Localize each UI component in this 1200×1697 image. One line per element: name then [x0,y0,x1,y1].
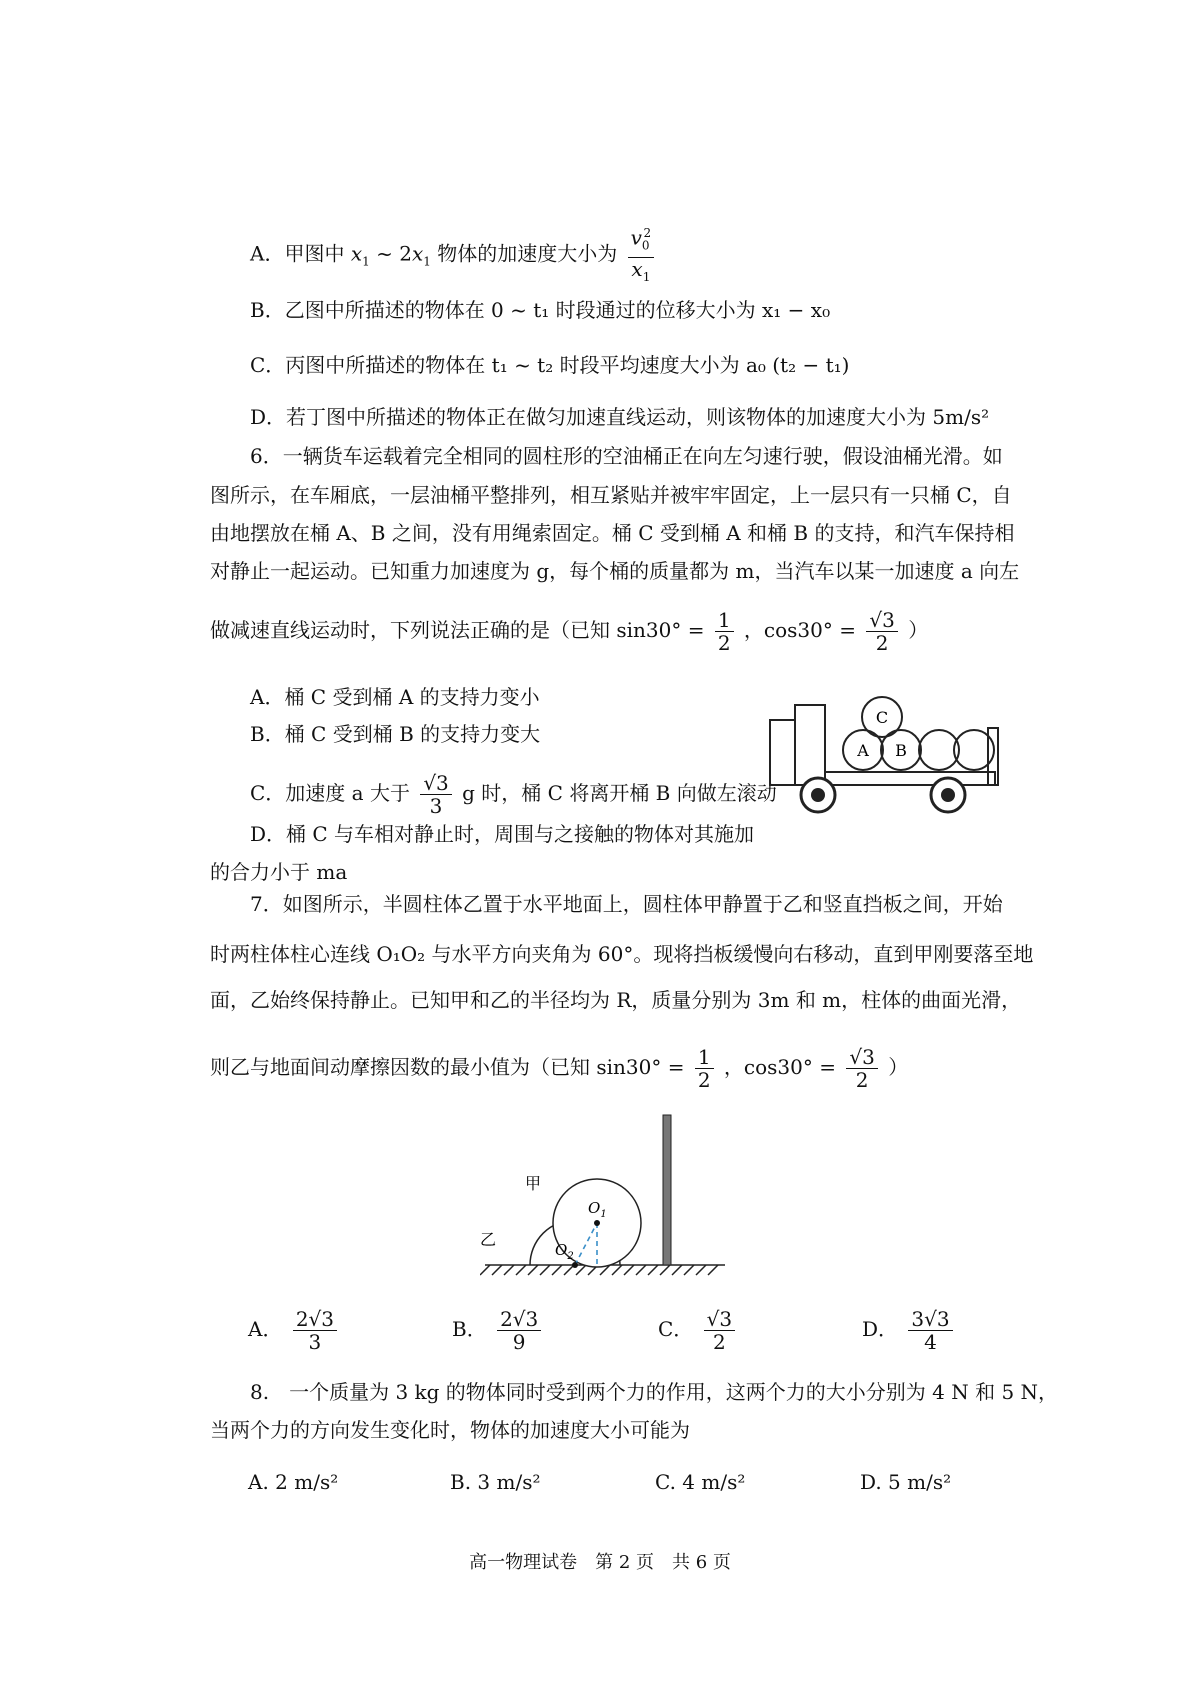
q6-frac-half [715,609,734,654]
q5-a-den-sub: 1 [642,269,651,284]
center-o1 [594,1220,600,1226]
q7-line4-prefix: 则乙与地面间动摩擦因数的最小值为（已知 sin30° = [210,1055,685,1079]
label-c: C [875,708,889,727]
q6-option-c [250,772,777,817]
q7-opt-b-den: 9 [512,1330,526,1354]
q7-opt-a-label: A． [248,1317,283,1341]
truck-figure [760,690,1010,820]
q7-frac-half-num: 1 [695,1046,714,1069]
q5-a-suffix: 物体的加速度大小为 [430,241,618,266]
q6-optc-num: √3 [420,772,451,795]
q7-opt-a-num: 2√3 [293,1308,337,1331]
cylinder-figure [480,1105,740,1285]
q7-opt-b-num: 2√3 [497,1308,541,1331]
baffle [663,1115,671,1265]
label-a: A [857,741,869,760]
q6-option-b: B．桶 C 受到桶 B 的支持力变大 [250,722,541,746]
truck-cab-body [795,705,825,785]
q7-option-d [862,1308,957,1353]
q6-optc-prefix: C．加速度 a 大于 [250,781,410,805]
q7-option-a [248,1308,341,1353]
q7-line-2: 时两柱体柱心连线 O₁O₂ 与水平方向夹角为 60°。现将挡板缓慢向右移动，直到甲刚要落至地 [210,942,1034,966]
q6-optc-den: 3 [429,794,443,818]
q5-a-x1: x [350,241,363,266]
q7-frac-half-den: 2 [697,1068,711,1092]
q5-a-sub2: 1 [423,254,431,269]
label-o1: $O_1$ [588,1199,607,1220]
q7-opt-c-num: √3 [704,1308,735,1331]
q5-a-den: x [631,256,643,281]
q5-option-b: B．乙图中所描述的物体在 0 ~ t₁ 时段通过的位移大小为 x₁ − x₀ [250,298,831,322]
q6-line-5 [210,609,928,654]
q5-a-fraction [628,222,655,288]
q6-option-a: A．桶 C 受到桶 A 的支持力变小 [250,685,540,709]
q7-line-3: 面，乙始终保持静止。已知甲和乙的半径均为 R，质量分别为 3m 和 m，柱体的曲面光滑， [210,988,1022,1012]
page-footer: 高一物理试卷 第 2 页 共 6 页 [469,1552,731,1573]
q6-option-d-line1: D．桶 C 与车相对静止时，周围与之接触的物体对其施加 [250,822,755,846]
q8-line-2: 当两个力的方向发生变化时，物体的加速度大小可能为 [210,1418,690,1442]
q6-frac-half-num: 1 [715,609,734,632]
q8-option-d: D. 5 m/s² [860,1470,952,1494]
q7-opt-b-label: B． [452,1317,487,1341]
q7-frac-root-num: √3 [846,1046,877,1069]
q5-a-sub1: 1 [362,254,370,269]
q7-opt-d-num: 3√3 [908,1308,952,1331]
q7-opt-b-frac [497,1308,541,1353]
q6-frac-root [866,609,897,654]
q7-opt-c-den: 2 [713,1330,726,1354]
q7-opt-a-frac [293,1308,337,1353]
q8-option-c: C. 4 m/s² [655,1470,746,1494]
q6-option-d-line2: 的合力小于 ma [210,860,348,884]
q8-option-b: B. 3 m/s² [450,1470,541,1494]
q7-option-c [658,1308,739,1353]
q6-line-1: 6．一辆货车运载着完全相同的圆柱形的空油桶正在向左匀速行驶，假设油桶光滑。如 [250,444,1003,468]
label-o2: $O_2$ [555,1241,574,1262]
q5-a-x1b: x [411,241,424,266]
q5-a-num-sup: 2 [643,226,652,240]
q6-frac-root-den: 2 [875,631,889,655]
label-b: B [895,741,907,760]
q6-frac-half-den: 2 [717,631,731,655]
q8-option-a: A. 2 m/s² [248,1470,339,1494]
q7-line4-mid: ，cos30° = [723,1055,836,1079]
q7-line4-end: ） [888,1055,909,1079]
q6-frac-root-num: √3 [866,609,897,632]
q7-opt-d-label: D． [862,1317,899,1341]
q5-option-d: D．若丁图中所描述的物体正在做匀加速直线运动，则该物体的加速度大小为 5m/s² [250,405,990,429]
q7-opt-c-frac [704,1308,735,1353]
q6-line5-mid: ，cos30° = [743,618,856,642]
q5-a-num-sub: 0 [641,238,650,253]
center-o2 [572,1262,578,1268]
q5-option-c: C．丙图中所描述的物体在 t₁ ~ t₂ 时段平均速度大小为 a₀ (t₂ − t₁) [250,353,850,377]
q7-opt-d-frac [908,1308,952,1353]
q5-a-num: v [630,225,642,250]
q6-line-4: 对静止一起运动。已知重力加速度为 g，每个桶的质量都为 m，当汽车以某一加速度 a 向左 [210,559,1020,583]
q6-line5-end: ） [908,618,929,642]
q8-line-1: 8. 一个质量为 3 kg 的物体同时受到两个力的作用，这两个力的大小分别为 4 N 和 5 N， [250,1380,1059,1404]
q7-option-b [452,1308,545,1353]
q6-line5-prefix: 做减速直线运动时，下列说法正确的是（已知 sin30° = [210,618,705,642]
label-jia: 甲 [525,1174,542,1193]
q7-line-4 [210,1046,908,1091]
label-yi: 乙 [480,1230,497,1249]
q7-frac-root-den: 2 [855,1068,869,1092]
q7-line-1: 7．如图所示，半圆柱体乙置于水平地面上，圆柱体甲静置于乙和竖直挡板之间，开始 [250,892,1003,916]
q7-opt-c-label: C． [658,1317,694,1341]
q5-a-prefix: A．甲图中 [250,241,351,266]
q6-line-3: 由地摆放在桶 A、B 之间，没有用绳索固定。桶 C 受到桶 A 和桶 B 的支持，和汽车保持相 [210,521,1015,545]
q5-option-a [250,222,658,288]
truck-bed [825,772,995,785]
q6-optc-frac [420,772,451,817]
q7-frac-half [695,1046,714,1091]
q6-optc-suffix: g 时，桶 C 将离开桶 B 向做左滚动 [462,781,777,805]
q5-a-mid: ~ 2 [369,241,412,266]
q6-line-2: 图所示，在车厢底，一层油桶平整排列，相互紧贴并被牢牢固定，上一层只有一只桶 C，自 [210,483,1012,507]
q7-frac-root [846,1046,877,1091]
q7-opt-d-den: 4 [924,1330,937,1354]
q7-opt-a-den: 3 [308,1330,322,1354]
